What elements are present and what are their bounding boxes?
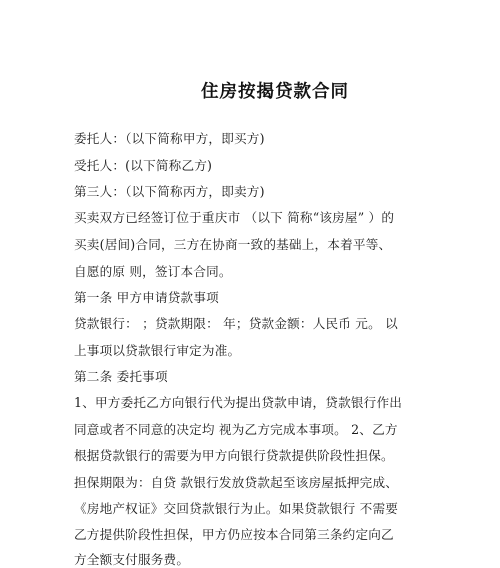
clause-line-trustee: 受托人：(以下简称乙方) xyxy=(74,158,213,173)
contract-title: 住房按揭贷款合同 xyxy=(201,82,349,102)
article-two-line-1: 1、甲方委托乙方向银行代为提出贷款申请，贷款银行作出 xyxy=(74,395,403,410)
article-two-line-5: 《房地产权证》交回贷款银行为止。如果贷款银行 不需要 xyxy=(74,501,399,516)
article-two-line-4: 担保期限为：自贷 款银行发放贷款起至该房屋抵押完成、 xyxy=(74,475,399,490)
clause-line-preamble-1: 买卖双方已经签订位于重庆市 （以下 简称“该房屋” ）的 xyxy=(74,210,395,225)
article-two-line-7: 方全额支付服务费。 xyxy=(74,552,190,567)
article-two-heading: 第二条 委托事项 xyxy=(74,369,168,384)
clause-line-principal: 委托人：（以下简称甲方，即买方) xyxy=(74,131,265,146)
clause-line-preamble-3: 自愿的原 则，签订本合同。 xyxy=(74,264,232,279)
article-one-heading: 第一条 甲方申请贷款事项 xyxy=(74,290,219,305)
article-one-line-2: 上事项以贷款银行审定为准。 xyxy=(74,343,241,358)
article-one-line-1: 贷款银行： ；贷款期限： 年；贷款金额：人民币 元。 以 xyxy=(74,316,398,331)
article-two-line-6: 乙方提供阶段性担保，甲方仍应按本合同第三条约定向乙 xyxy=(74,527,394,542)
clause-line-third-party: 第三人：（以下简称丙方，即卖方) xyxy=(74,184,265,199)
article-two-line-3: 根据贷款银行的需要为甲方向银行贷款提供阶段性担保。 xyxy=(74,448,394,463)
clause-line-preamble-2: 买卖(居间)合同，三方在协商一致的基础上，本着平等、 xyxy=(74,237,392,252)
article-two-line-2: 同意或者不同意的决定均 视为乙方完成本事项。 2、乙方 xyxy=(74,422,398,437)
